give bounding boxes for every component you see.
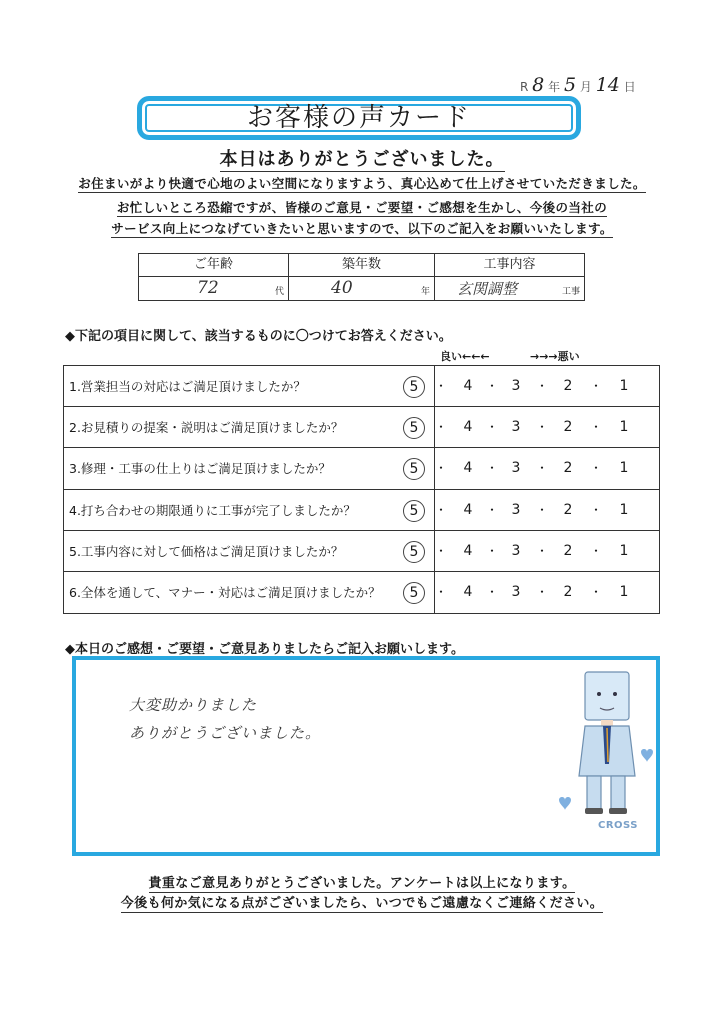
- survey-row: [64, 407, 659, 448]
- score-separator: ・: [486, 461, 499, 476]
- building-age-column: [289, 254, 435, 300]
- score-option-3[interactable]: 3: [511, 501, 521, 518]
- work-value[interactable]: 玄関調整: [457, 280, 518, 298]
- scale-bad-label: →→→悪い: [530, 350, 580, 363]
- score-separator: ・: [590, 502, 603, 517]
- score-option-4[interactable]: 4: [463, 378, 473, 394]
- score-option-4[interactable]: 4: [463, 583, 473, 600]
- building-age-label: 築年数: [289, 254, 434, 277]
- scale-good-label: 良い←←←: [440, 350, 490, 363]
- score-separator: ・: [486, 420, 499, 435]
- intro-line-3-text: サービス向上につなげていきたいと思いますので、以下のご記入をお願いいたします。: [111, 221, 613, 236]
- score-separator: ・: [435, 584, 448, 599]
- score-option-1[interactable]: 1: [619, 501, 629, 518]
- score-option-3[interactable]: 3: [511, 460, 521, 477]
- footer-line-2: [0, 892, 724, 911]
- score-option-1[interactable]: 1: [619, 378, 629, 394]
- survey-row: [64, 490, 659, 531]
- intro-line-2: [0, 198, 724, 216]
- score-separator: ・: [486, 379, 499, 393]
- survey-question: 1.営業担当の対応はご満足頂けましたか？: [69, 379, 306, 394]
- score-separator: ・: [435, 420, 448, 435]
- footer-line-1-text: 貴重なご意見ありがとうございました。アンケートは以上になります。: [148, 876, 576, 891]
- mascot-illustration: [555, 668, 655, 822]
- score-option-5[interactable]: 5: [403, 582, 425, 604]
- mascot-logo-text: CROSS: [598, 820, 638, 831]
- score-option-1[interactable]: 1: [619, 583, 629, 600]
- score-option-1[interactable]: 1: [619, 419, 629, 436]
- score-separator: ・: [486, 502, 499, 517]
- footer-line-1: [0, 872, 724, 891]
- building-age-unit: 年: [420, 287, 430, 297]
- score-option-2[interactable]: 2: [563, 460, 573, 477]
- score-separator: ・: [435, 543, 448, 558]
- score-option-2[interactable]: 2: [563, 542, 573, 559]
- date-year-unit: 年: [548, 80, 561, 94]
- score-separator: ・: [536, 461, 549, 476]
- score-separator: ・: [590, 461, 603, 476]
- footer-line-2-text: 今後も何か気になる点がございましたら、いつでもご遠慮なくご連絡ください。: [120, 896, 604, 911]
- score-option-5[interactable]: 5: [403, 541, 425, 563]
- score-option-4[interactable]: 4: [463, 460, 473, 477]
- score-separator: ・: [590, 379, 603, 393]
- date-month-unit: 月: [579, 80, 592, 94]
- score-option-3[interactable]: 3: [511, 583, 521, 600]
- score-option-1[interactable]: 1: [619, 542, 629, 559]
- age-unit: 代: [274, 287, 284, 297]
- score-option-5[interactable]: 5: [403, 376, 425, 398]
- work-unit: 工事: [561, 287, 580, 297]
- score-option-5[interactable]: 5: [403, 458, 425, 480]
- work-column: [435, 254, 584, 300]
- thanks-text: 本日はありがとうございました。: [219, 149, 505, 170]
- score-option-1[interactable]: 1: [619, 460, 629, 477]
- intro-line-3: [0, 219, 724, 237]
- score-separator: ・: [590, 543, 603, 558]
- date-day-unit: 日: [623, 80, 636, 94]
- survey-row: [64, 531, 659, 572]
- thanks-heading: [0, 145, 724, 171]
- date-year: 8: [532, 74, 545, 96]
- comments-heading: ◆本日のご感想・ご要望・ご意見ありましたらご記入お願いします。: [65, 642, 464, 657]
- score-option-4[interactable]: 4: [463, 419, 473, 436]
- score-separator: ・: [435, 461, 448, 476]
- survey-row: [64, 572, 659, 613]
- survey-question: 5.工事内容に対して価格はご満足頂けましたか？: [69, 543, 344, 559]
- building-age-value[interactable]: 40: [331, 278, 353, 298]
- survey-row: [64, 366, 659, 407]
- score-option-5[interactable]: 5: [403, 417, 425, 439]
- score-option-3[interactable]: 3: [511, 378, 521, 394]
- score-separator: ・: [536, 379, 549, 393]
- survey-question: 4.打ち合わせの期限通りに工事が完了しましたか？: [69, 502, 356, 518]
- survey-heading: ◆下記の項目に関して、該当するものに〇つけてお答えください。: [65, 329, 452, 344]
- card-title: お客様の声カード: [137, 96, 581, 140]
- score-separator: ・: [486, 543, 499, 558]
- intro-line-1-text: お住まいがより快適で心地のよい空間になりますよう、真心込めて仕上げさせていただきました。: [78, 176, 646, 191]
- survey-row: [64, 448, 659, 489]
- score-separator: ・: [590, 584, 603, 599]
- score-option-5[interactable]: 5: [403, 500, 425, 522]
- survey-question: 2.お見積りの提案・説明はご満足頂けましたか？: [69, 420, 344, 436]
- age-label: ご年齢: [139, 254, 288, 277]
- survey-table: [63, 365, 660, 614]
- comment-line-1: 大変助かりました: [129, 696, 258, 714]
- score-separator: ・: [536, 543, 549, 558]
- score-separator: ・: [435, 502, 448, 517]
- score-separator: ・: [536, 420, 549, 435]
- customer-info-table: [138, 253, 585, 301]
- comment-line-2: ありがとうございました。: [129, 724, 322, 742]
- date-month: 5: [563, 74, 577, 96]
- date-day: 14: [595, 74, 620, 96]
- date-era: R: [520, 80, 529, 94]
- date-line: [520, 74, 636, 96]
- score-option-4[interactable]: 4: [463, 542, 473, 559]
- age-value[interactable]: 72: [197, 278, 219, 298]
- score-option-2[interactable]: 2: [563, 378, 573, 394]
- score-option-2[interactable]: 2: [563, 419, 573, 436]
- score-separator: ・: [486, 584, 499, 599]
- score-option-2[interactable]: 2: [563, 501, 573, 518]
- score-separator: ・: [435, 379, 448, 393]
- survey-question: 3.修理・工事の仕上りはご満足頂けましたか？: [69, 461, 331, 477]
- score-separator: ・: [536, 584, 549, 599]
- score-option-4[interactable]: 4: [463, 501, 473, 518]
- score-option-2[interactable]: 2: [563, 583, 573, 600]
- score-separator: ・: [590, 420, 603, 435]
- score-option-3[interactable]: 3: [511, 419, 521, 436]
- intro-line-1: [0, 174, 724, 192]
- work-label: 工事内容: [435, 254, 584, 277]
- score-option-3[interactable]: 3: [511, 542, 521, 559]
- survey-question: 6.全体を通して、マナー・対応はご満足頂けましたか？: [69, 584, 381, 600]
- score-separator: ・: [536, 502, 549, 517]
- intro-line-2-text: お忙しいところ恐縮ですが、皆様のご意見・ご要望・ご感想を生かし、今後の当社の: [116, 200, 608, 215]
- age-column: [139, 254, 289, 300]
